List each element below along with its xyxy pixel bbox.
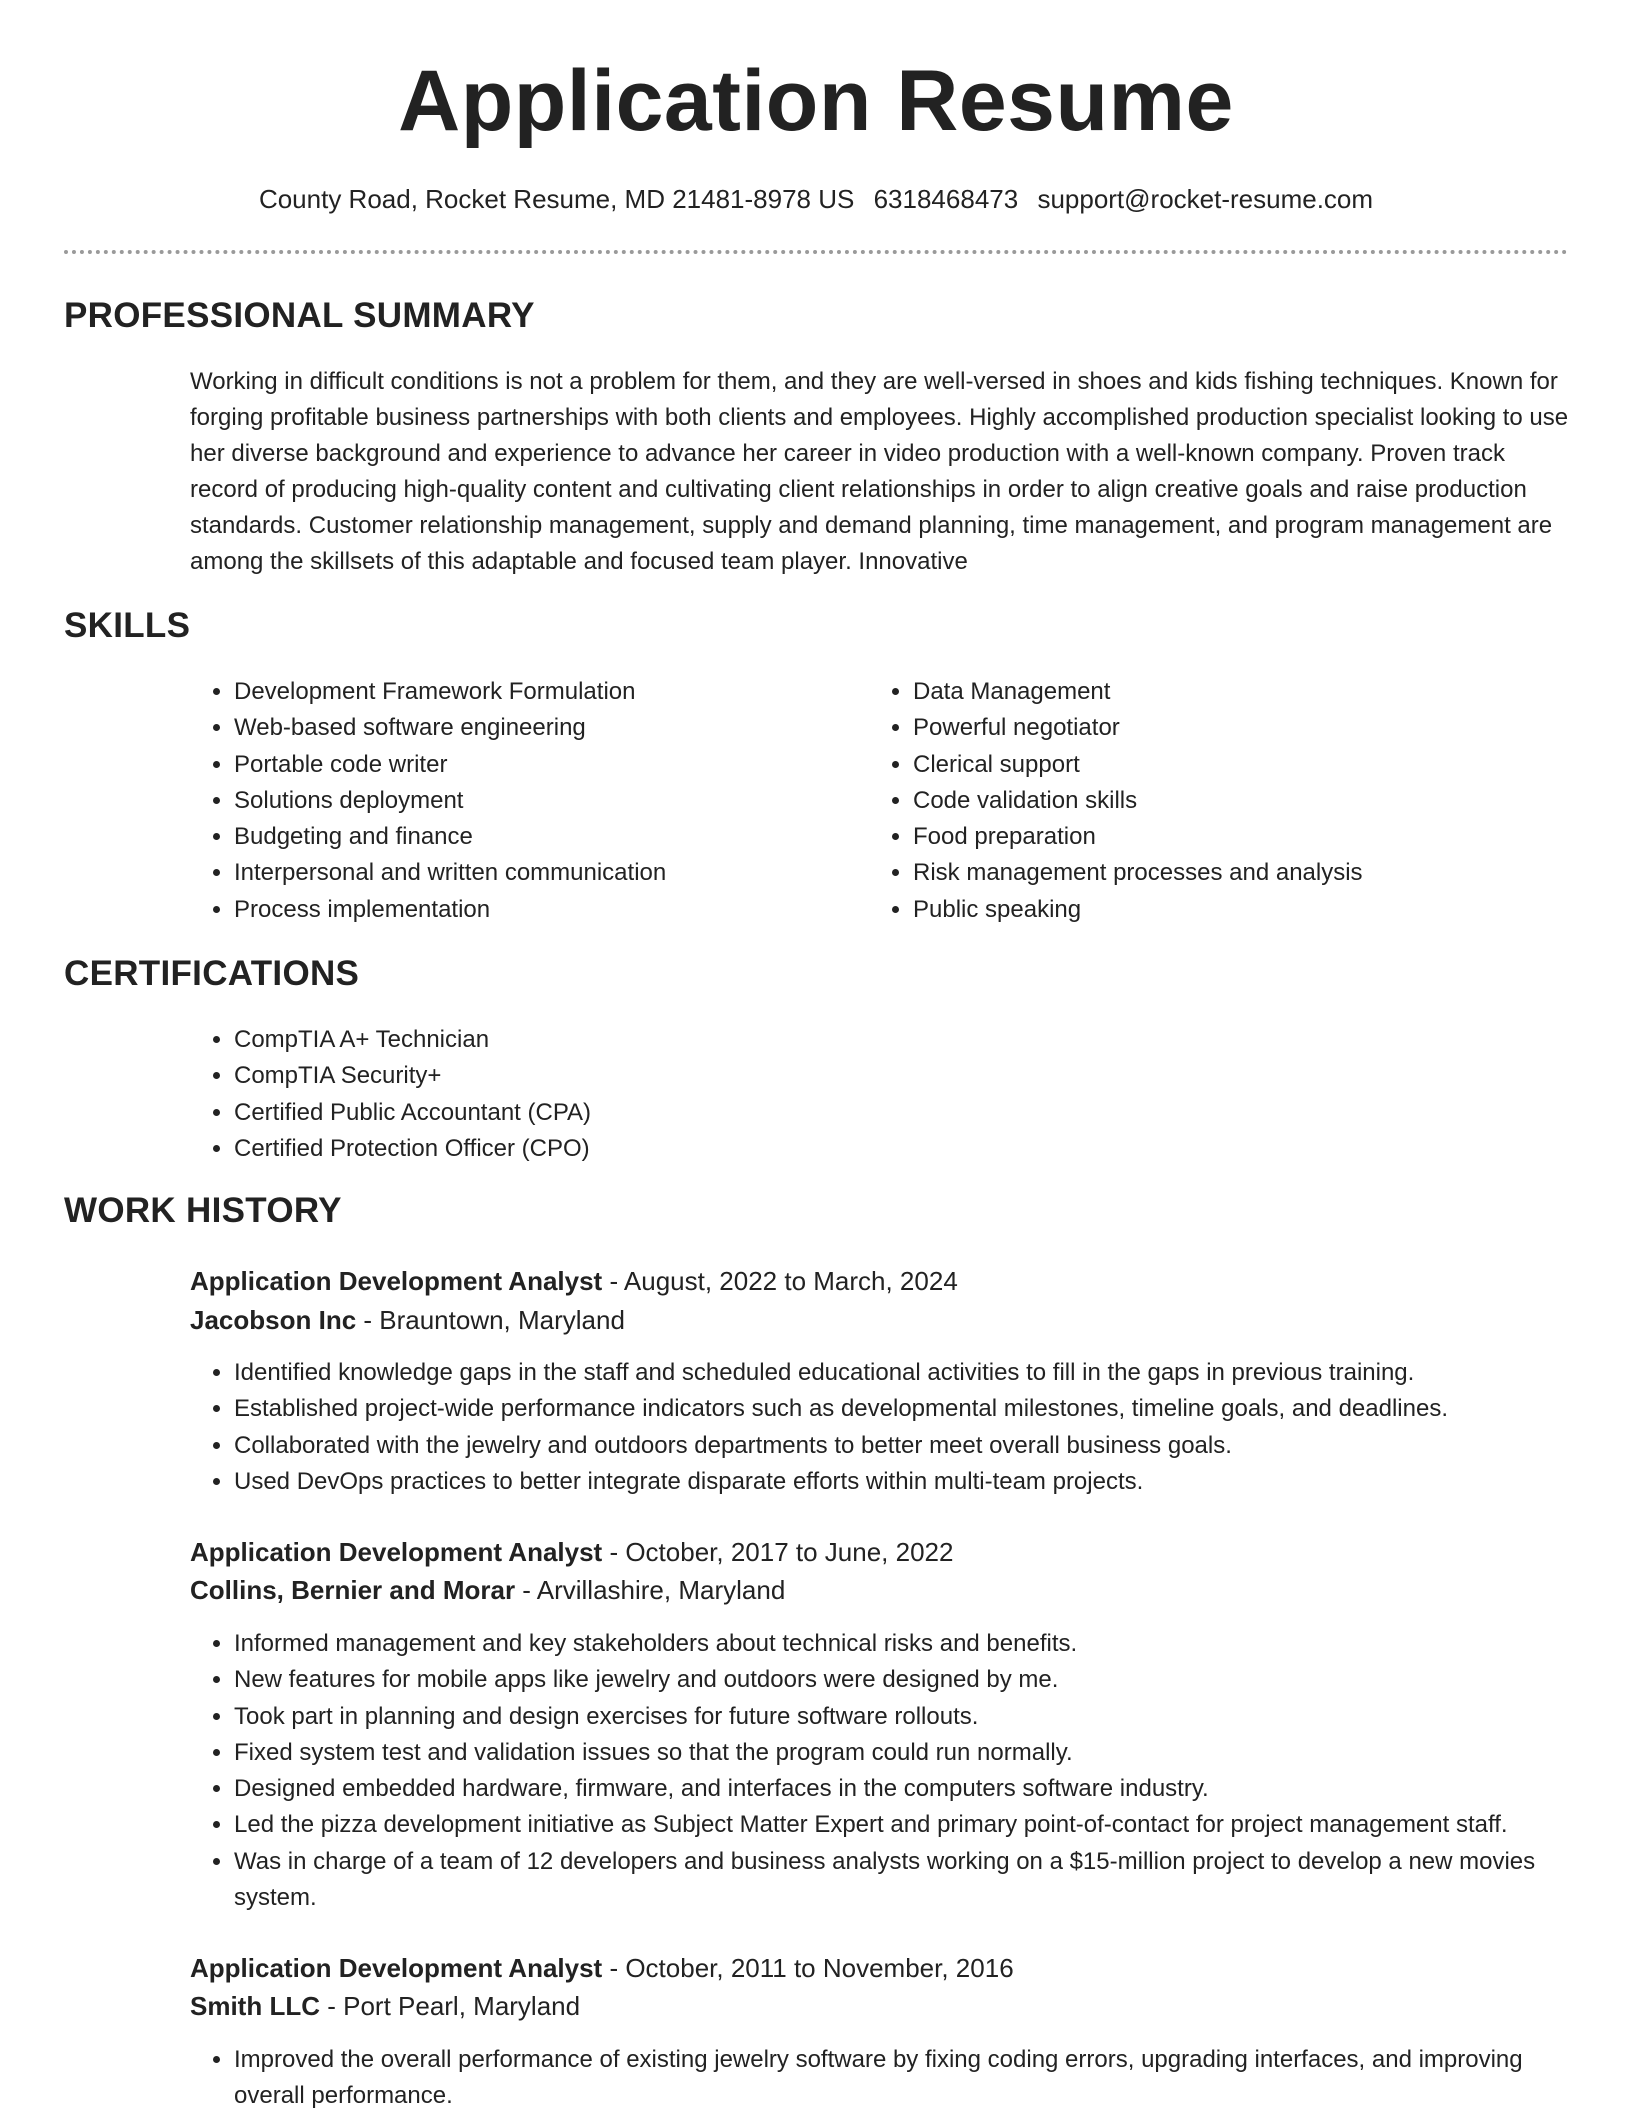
- section-title-work-history: WORK HISTORY: [64, 1191, 342, 1230]
- job-title-line: [190, 1263, 958, 1299]
- list-item: • Web-based software engineering: [234, 710, 854, 746]
- list-item: • Identified knowledge gaps in the staff and scheduled educational activities to fill in the gaps in previous training.: [234, 1355, 1624, 1391]
- list-item: • New features for mobile apps like jewelry and outdoors were designed by me.: [234, 1662, 1624, 1698]
- job-location: - Brauntown, Maryland: [356, 1305, 625, 1335]
- section-title-skills: SKILLS: [64, 606, 191, 645]
- list-item: • Solutions deployment: [234, 783, 854, 819]
- contact-line: [0, 181, 1632, 217]
- job-bullets: [190, 1626, 1624, 1916]
- list-item: • Budgeting and finance: [234, 819, 854, 855]
- list-item: • Clerical support: [913, 747, 1593, 783]
- job-company: Smith LLC: [190, 1991, 320, 2021]
- list-item: • Public speaking: [913, 892, 1593, 928]
- job-company: Jacobson Inc: [190, 1305, 357, 1335]
- contact-phone: 6318468473: [873, 184, 1019, 214]
- job-bullets: [190, 2042, 1564, 2115]
- header-divider: [64, 250, 1568, 254]
- list-item: • Process implementation: [234, 892, 854, 928]
- contact-address: County Road, Rocket Resume, MD 21481-8978 US: [258, 184, 855, 214]
- list-item: • Certified Protection Officer (CPO): [234, 1131, 1134, 1167]
- list-item: • Portable code writer: [234, 747, 854, 783]
- list-item: • Code validation skills: [913, 783, 1593, 819]
- list-item: • Established project-wide performance indicators such as developmental milestones, timeline goals, and deadlines.: [234, 1391, 1624, 1427]
- list-item: • Informed management and key stakeholders about technical risks and benefits.: [234, 1626, 1624, 1662]
- job-company: Collins, Bernier and Morar: [190, 1575, 516, 1605]
- list-item: • Took part in planning and design exercises for future software rollouts.: [234, 1699, 1624, 1735]
- job-title-line: [190, 1950, 1014, 1986]
- section-title-summary: PROFESSIONAL SUMMARY: [64, 296, 535, 335]
- list-item: • Was in charge of a team of 12 developers and business analysts working on a $15-million project to develop a new movies system.: [234, 1844, 1624, 1917]
- job-role: Application Development Analyst: [190, 1537, 603, 1567]
- list-item: • Food preparation: [913, 819, 1593, 855]
- certifications-list: [190, 1022, 1134, 1167]
- job-dates: - October, 2017 to June, 2022: [602, 1537, 954, 1567]
- job-company-line: [190, 1572, 785, 1608]
- skills-list-left: [190, 674, 854, 928]
- resume-title: Application Resume: [398, 53, 1234, 149]
- job-company-line: [190, 1988, 580, 2024]
- job-title-line: [190, 1534, 953, 1570]
- list-item: • Data Management: [913, 674, 1593, 710]
- job-role: Application Development Analyst: [190, 1953, 603, 1983]
- job-bullets: [190, 1355, 1624, 1500]
- list-item: • Interpersonal and written communication: [234, 855, 854, 891]
- contact-email: support@rocket-resume.com: [1037, 184, 1374, 214]
- job-role: Application Development Analyst: [190, 1266, 603, 1296]
- list-item: • Powerful negotiator: [913, 710, 1593, 746]
- job-location: - Port Pearl, Maryland: [320, 1991, 581, 2021]
- job-company-line: [190, 1302, 625, 1338]
- list-item: • CompTIA A+ Technician: [234, 1022, 1134, 1058]
- list-item: • Led the pizza development initiative as Subject Matter Expert and primary point-of-contact for project management staff.: [234, 1807, 1624, 1843]
- job-dates: - October, 2011 to November, 2016: [602, 1953, 1014, 1983]
- list-item: • Used DevOps practices to better integrate disparate efforts within multi-team projects.: [234, 1464, 1624, 1500]
- list-item: • Fixed system test and validation issues so that the program could run normally.: [234, 1735, 1624, 1771]
- list-item: • CompTIA Security+: [234, 1058, 1134, 1094]
- section-title-certifications: CERTIFICATIONS: [64, 954, 360, 993]
- skills-list-right: [869, 674, 1593, 928]
- list-item: • Improved the overall performance of existing jewelry software by fixing coding errors, upgrading interfaces, and improving overall performance.: [234, 2042, 1564, 2115]
- list-item: • Designed embedded hardware, firmware, and interfaces in the computers software industry.: [234, 1771, 1624, 1807]
- list-item: • Development Framework Formulation: [234, 674, 854, 710]
- job-dates: - August, 2022 to March, 2024: [602, 1266, 958, 1296]
- list-item: • Certified Public Accountant (CPA): [234, 1095, 1134, 1131]
- list-item: • Risk management processes and analysis: [913, 855, 1593, 891]
- job-location: - Arvillashire, Maryland: [515, 1575, 786, 1605]
- summary-text: Working in difficult conditions is not a problem for them, and they are well-versed in shoes and kids fishing techniques. Known for forging profitable business partnerships with both clients and employees. Highly accomplished production specialist looking to use her diverse background and experience to advance her career in video production with a well-known company. Proven track record of producing high-quality content and cultivating client relationships in order to align creative goals and raise production standards. Customer relationship management, supply and demand planning, time management, and program management are among the skillsets of this adaptable and focused team player. Innovative: [190, 368, 1569, 575]
- list-item: • Collaborated with the jewelry and outdoors departments to better meet overall business goals.: [234, 1428, 1624, 1464]
